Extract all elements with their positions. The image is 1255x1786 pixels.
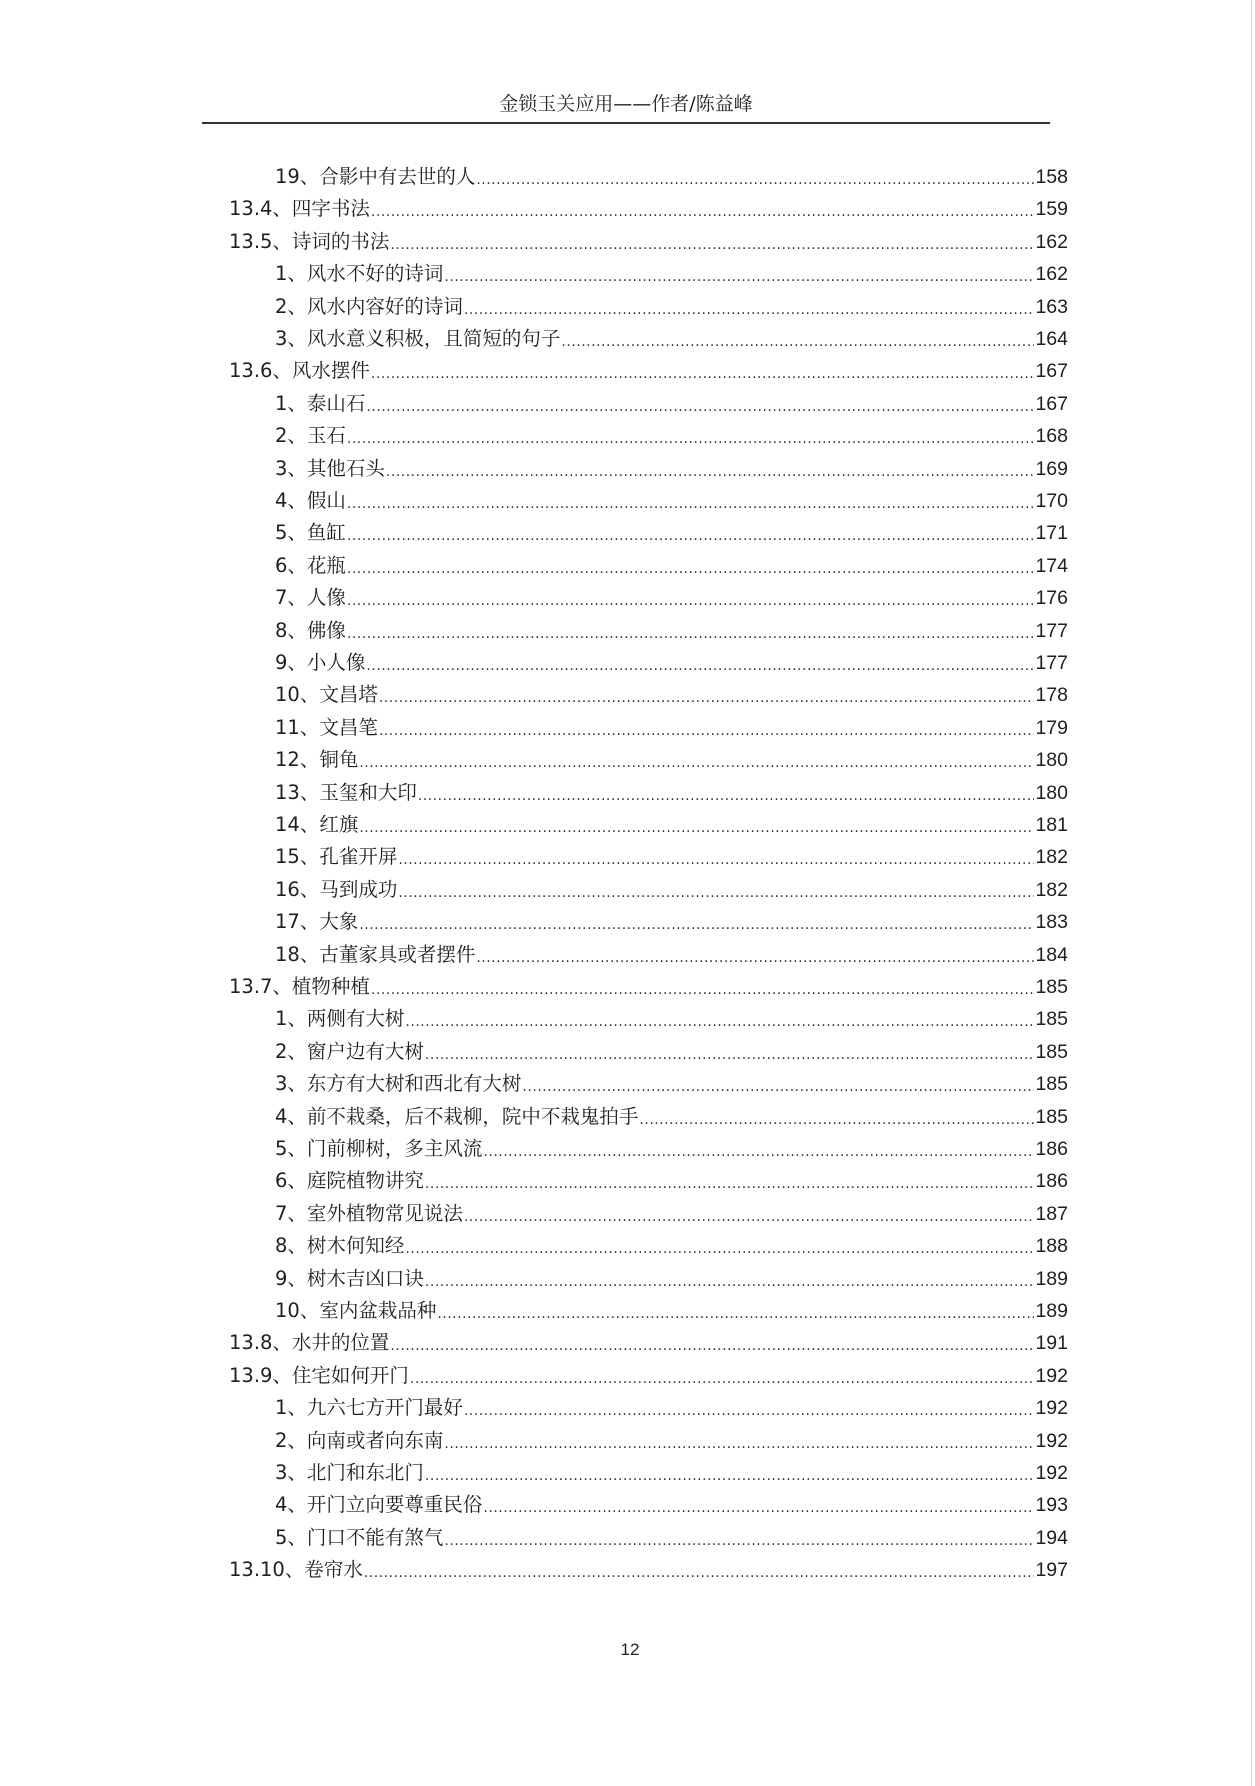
toc-entry-page: 192 xyxy=(1035,1397,1068,1420)
toc-entry[interactable] xyxy=(275,291,1068,323)
toc-entry-title: 4、假山 xyxy=(275,489,346,512)
footer-page-number: 12 xyxy=(620,1640,640,1659)
dot-leader xyxy=(476,164,1034,193)
dot-leader xyxy=(366,391,1034,420)
toc-entry[interactable] xyxy=(275,1198,1068,1230)
toc-entry-page: 177 xyxy=(1035,619,1068,642)
toc-entry-title: 4、开门立向要尊重民俗 xyxy=(275,1493,483,1517)
toc-entry[interactable] xyxy=(275,939,1068,971)
toc-entry[interactable] xyxy=(229,1554,1068,1586)
toc-entry[interactable] xyxy=(275,453,1068,485)
toc-entry-title: 7、室外植物常见说法 xyxy=(275,1201,463,1225)
toc-entry[interactable] xyxy=(275,809,1068,841)
toc-entry[interactable] xyxy=(275,1101,1068,1133)
toc-entry-title: 5、鱼缸 xyxy=(275,521,346,545)
dot-leader xyxy=(371,974,1035,1003)
toc-entry[interactable] xyxy=(275,420,1068,452)
toc-entry[interactable] xyxy=(275,1230,1068,1262)
toc-entry-title: 17、大象 xyxy=(275,910,359,934)
dot-leader xyxy=(364,1557,1035,1586)
header-rule xyxy=(202,122,1050,124)
toc-entry-title: 10、室内盆栽品种 xyxy=(275,1299,437,1322)
toc-entry-page: 164 xyxy=(1035,328,1068,350)
dot-leader xyxy=(347,520,1035,549)
dot-leader xyxy=(444,1525,1034,1554)
toc-entry[interactable] xyxy=(275,841,1068,873)
toc-entry[interactable] xyxy=(229,355,1068,387)
dot-leader xyxy=(483,1492,1034,1521)
toc-entry[interactable] xyxy=(275,647,1068,679)
toc-entry-title: 2、玉石 xyxy=(275,424,346,448)
toc-entry-title: 10、文昌塔 xyxy=(275,683,378,707)
toc-entry-title: 13.7、植物种植 xyxy=(229,975,370,998)
dot-leader xyxy=(522,1071,1034,1100)
dot-leader xyxy=(359,909,1034,938)
toc-entry[interactable] xyxy=(275,485,1068,517)
dot-leader xyxy=(561,326,1034,355)
toc-entry[interactable] xyxy=(275,323,1068,355)
toc-entry-page: 183 xyxy=(1035,911,1068,934)
toc-entry[interactable] xyxy=(275,1003,1068,1035)
toc-entry-title: 19、合影中有去世的人 xyxy=(275,165,476,188)
toc-entry-page: 179 xyxy=(1035,716,1068,739)
dot-leader xyxy=(371,196,1035,225)
toc-entry-title: 18、古董家具或者摆件 xyxy=(275,942,476,966)
toc-entry-page: 158 xyxy=(1035,166,1068,188)
toc-entry[interactable] xyxy=(275,582,1068,614)
dot-leader xyxy=(398,877,1034,906)
toc-entry-page: 167 xyxy=(1035,392,1068,415)
toc-entry[interactable] xyxy=(275,1457,1068,1489)
toc-entry-page: 192 xyxy=(1035,1462,1068,1484)
toc-entry-title: 16、马到成功 xyxy=(275,877,398,901)
toc-entry-page: 167 xyxy=(1035,360,1068,383)
toc-entry[interactable] xyxy=(275,1263,1068,1295)
toc-entry-page: 192 xyxy=(1035,1364,1068,1387)
toc-entry-title: 5、门前柳树，多主风流 xyxy=(275,1137,483,1160)
toc-entry[interactable] xyxy=(275,1068,1068,1100)
toc-entry[interactable] xyxy=(275,1392,1068,1424)
toc-entry-page: 191 xyxy=(1035,1332,1068,1355)
toc-entry[interactable] xyxy=(229,193,1068,225)
toc-entry-title: 11、文昌笔 xyxy=(275,715,378,739)
toc-entry-page: 186 xyxy=(1035,1138,1068,1160)
toc-entry-page: 180 xyxy=(1035,749,1068,772)
toc-entry-page: 174 xyxy=(1035,554,1068,577)
toc-entry-title: 3、风水意义积极，且简短的句子 xyxy=(275,327,561,350)
toc-entry-title: 2、窗户边有大树 xyxy=(275,1039,424,1063)
dot-leader xyxy=(444,1428,1034,1457)
toc-entry-title: 1、泰山石 xyxy=(275,391,366,415)
toc-entry-page: 188 xyxy=(1035,1235,1068,1258)
toc-entry-title: 13.10、卷帘水 xyxy=(229,1558,363,1582)
dot-leader xyxy=(437,1298,1034,1327)
toc-entry-page: 178 xyxy=(1035,684,1068,707)
toc-entry-title: 13.6、风水摆件 xyxy=(229,359,370,383)
toc-entry-page: 185 xyxy=(1035,1008,1068,1031)
dot-leader xyxy=(464,1201,1035,1230)
dot-leader xyxy=(483,1136,1034,1165)
toc-entry-title: 12、铜龟 xyxy=(275,748,359,772)
dot-leader xyxy=(390,229,1034,258)
dot-leader xyxy=(418,780,1035,809)
dot-leader xyxy=(347,585,1035,614)
dot-leader xyxy=(639,1104,1034,1133)
toc-entry-page: 171 xyxy=(1035,522,1068,545)
dot-leader xyxy=(425,1266,1035,1295)
dot-leader xyxy=(476,942,1034,971)
dot-leader xyxy=(386,456,1035,485)
dot-leader xyxy=(347,488,1035,517)
toc-entry[interactable] xyxy=(275,777,1068,809)
toc-entry[interactable] xyxy=(275,388,1068,420)
toc-entry[interactable] xyxy=(275,744,1068,776)
toc-entry-page: 189 xyxy=(1035,1300,1068,1322)
toc-entry-page: 162 xyxy=(1035,263,1068,286)
toc-entry-title: 2、向南或者向东南 xyxy=(275,1428,444,1452)
toc-entry[interactable] xyxy=(275,550,1068,582)
toc-entry-title: 6、花瓶 xyxy=(275,553,346,577)
dot-leader xyxy=(425,1460,1035,1489)
toc-entry-title: 4、前不栽桑，后不栽柳，院中不栽鬼拍手 xyxy=(275,1104,639,1128)
toc-entry-page: 182 xyxy=(1035,846,1068,869)
dot-leader xyxy=(359,812,1034,841)
toc-entry-title: 13、玉玺和大印 xyxy=(275,780,417,804)
toc-entry-title: 7、人像 xyxy=(275,586,346,610)
toc-entry[interactable] xyxy=(275,712,1068,744)
dot-leader xyxy=(390,1330,1034,1359)
toc-entry-page: 187 xyxy=(1035,1202,1068,1225)
toc-entry[interactable] xyxy=(275,1165,1068,1197)
dot-leader xyxy=(347,618,1035,647)
toc-entry[interactable] xyxy=(275,1036,1068,1068)
toc-entry-title: 14、红旗 xyxy=(275,813,359,836)
dot-leader xyxy=(405,1006,1034,1035)
toc-entry-page: 186 xyxy=(1035,1170,1068,1193)
toc-entry-title: 13.8、水井的位置 xyxy=(229,1331,390,1355)
dot-leader xyxy=(347,423,1035,452)
page-edge xyxy=(1251,0,1252,1786)
toc-entry-title: 8、佛像 xyxy=(275,618,346,642)
toc-entry[interactable] xyxy=(229,971,1068,1003)
toc-entry-page: 159 xyxy=(1035,198,1068,221)
toc-entry-title: 3、其他石头 xyxy=(275,456,385,480)
toc-entry-page: 180 xyxy=(1035,781,1068,804)
toc-entry-title: 6、庭院植物讲究 xyxy=(275,1169,424,1193)
toc-entry[interactable] xyxy=(275,1522,1068,1554)
toc-entry-page: 163 xyxy=(1035,295,1068,318)
toc-entry[interactable] xyxy=(275,1425,1068,1457)
toc-entry-page: 168 xyxy=(1035,425,1068,448)
toc-entry-page: 193 xyxy=(1035,1494,1068,1517)
toc-entry-title: 13.5、诗词的书法 xyxy=(229,229,390,253)
toc-entry-title: 1、风水不好的诗词 xyxy=(275,262,444,286)
toc-entry-page: 170 xyxy=(1035,490,1068,512)
dot-leader xyxy=(410,1363,1035,1392)
dot-leader xyxy=(425,1039,1035,1068)
dot-leader xyxy=(347,553,1035,582)
dot-leader xyxy=(371,358,1035,387)
toc-entry-title: 15、孔雀开屏 xyxy=(275,845,398,869)
toc-entry[interactable] xyxy=(275,258,1068,290)
dot-leader xyxy=(405,1233,1034,1262)
toc-entry-page: 185 xyxy=(1035,976,1068,998)
toc-entry-page: 185 xyxy=(1035,1073,1068,1096)
toc-entry-page: 184 xyxy=(1035,943,1068,966)
toc-entry[interactable] xyxy=(275,1295,1068,1327)
toc-entry-page: 185 xyxy=(1035,1105,1068,1128)
toc-entry-page: 181 xyxy=(1035,814,1068,836)
toc-entry[interactable] xyxy=(275,1489,1068,1521)
toc-entry-title: 13.9、住宅如何开门 xyxy=(229,1363,409,1387)
toc-entry-page: 197 xyxy=(1035,1559,1068,1582)
toc-entry[interactable] xyxy=(275,906,1068,938)
toc-entry[interactable] xyxy=(275,517,1068,549)
dot-leader xyxy=(425,1168,1035,1197)
toc-entry-title: 3、东方有大树和西北有大树 xyxy=(275,1072,522,1096)
toc-entry[interactable] xyxy=(229,226,1068,258)
toc-entry[interactable] xyxy=(229,1327,1068,1359)
dot-leader xyxy=(379,682,1035,711)
toc-entry-title: 2、风水内容好的诗词 xyxy=(275,294,463,318)
toc-entry[interactable] xyxy=(275,679,1068,711)
toc-entry-title: 9、小人像 xyxy=(275,651,366,674)
running-header: 金锁玉关应用——作者/陈益峰 xyxy=(499,93,753,115)
toc-entry-page: 162 xyxy=(1035,230,1068,253)
toc-entry-title: 1、九六七方开门最好 xyxy=(275,1396,463,1420)
toc-entry-page: 185 xyxy=(1035,1040,1068,1063)
toc-entry-title: 5、门口不能有煞气 xyxy=(275,1525,444,1549)
toc-entry-page: 194 xyxy=(1035,1526,1068,1549)
toc-entry[interactable] xyxy=(275,874,1068,906)
toc-entry-page: 176 xyxy=(1035,587,1068,610)
toc-entry-title: 13.4、四字书法 xyxy=(229,197,370,221)
toc-entry-page: 182 xyxy=(1035,878,1068,901)
toc-entry[interactable] xyxy=(275,161,1068,193)
toc-entry-title: 1、两侧有大树 xyxy=(275,1007,405,1031)
dot-leader xyxy=(464,1395,1035,1424)
toc-entry-page: 192 xyxy=(1035,1429,1068,1452)
toc-entry[interactable] xyxy=(275,1133,1068,1165)
dot-leader xyxy=(379,715,1035,744)
toc-entry-page: 169 xyxy=(1035,457,1068,480)
dot-leader xyxy=(366,650,1034,679)
toc-entry[interactable] xyxy=(275,615,1068,647)
dot-leader xyxy=(359,747,1034,776)
dot-leader xyxy=(398,844,1034,873)
toc-entry-page: 189 xyxy=(1035,1267,1068,1290)
toc-entry-page: 177 xyxy=(1035,652,1068,674)
toc-entry-title: 9、树木吉凶口诀 xyxy=(275,1266,424,1290)
dot-leader xyxy=(444,261,1034,290)
toc-entry-title: 8、树木何知经 xyxy=(275,1234,405,1258)
toc-entry-title: 3、北门和东北门 xyxy=(275,1461,424,1484)
toc-entry[interactable] xyxy=(229,1360,1068,1392)
dot-leader xyxy=(464,294,1035,323)
